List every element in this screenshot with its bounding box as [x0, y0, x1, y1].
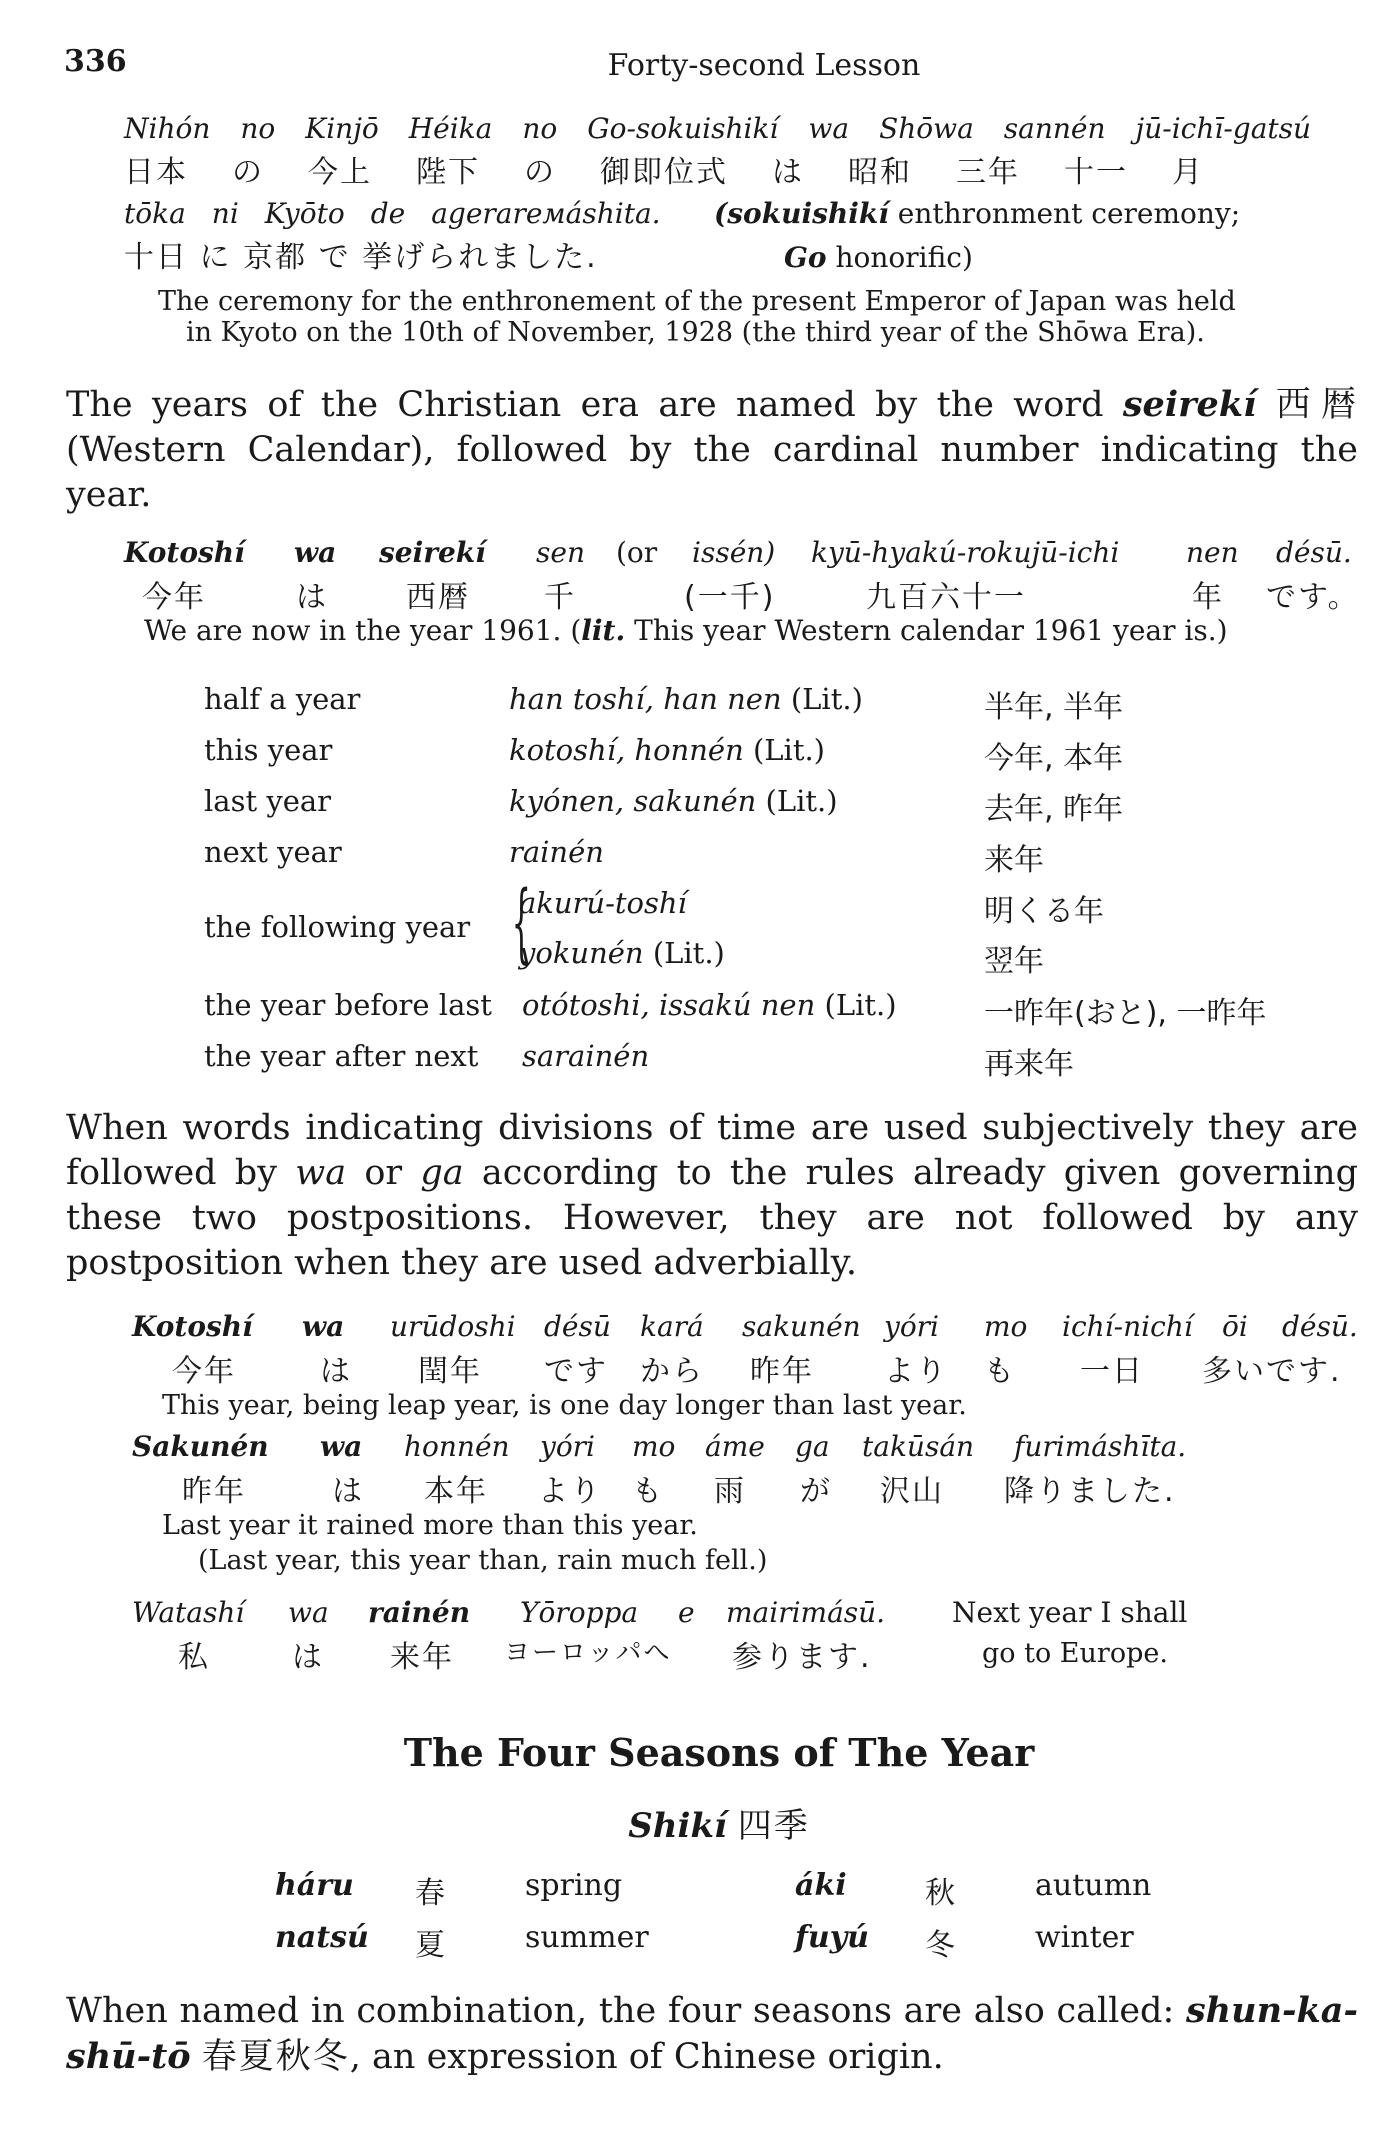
example-year-1961	[124, 536, 1358, 647]
romaji-term: natsú	[275, 1920, 369, 1955]
word: 多いです.	[1202, 1354, 1342, 1389]
romaji-term	[509, 682, 863, 716]
english-term: winter	[1035, 1920, 1134, 1955]
table-row	[204, 988, 1354, 1039]
word: 三年	[956, 155, 1020, 190]
word: mairimásū.	[726, 1596, 886, 1629]
word: nen	[1186, 536, 1239, 569]
word: yóri	[884, 1310, 940, 1343]
romaji-term	[522, 988, 897, 1022]
japanese-term: 西暦	[1275, 385, 1358, 425]
text: (Lit.)	[743, 733, 826, 767]
word: は	[292, 1640, 324, 1675]
japanese-term: 春	[415, 1876, 445, 1911]
english-term: autumn	[1035, 1868, 1152, 1903]
word: tōka	[124, 197, 186, 230]
word: ga	[795, 1430, 830, 1463]
romaji-line	[124, 112, 1358, 145]
year-vocabulary-table	[204, 682, 1354, 1090]
word: 月	[1172, 155, 1204, 190]
english-term: summer	[525, 1920, 649, 1955]
word: ichí-nichí	[1062, 1310, 1193, 1343]
word: mo	[984, 1310, 1028, 1343]
english-term: the following year	[204, 910, 471, 944]
word: の	[232, 155, 264, 190]
japanese-text: 十日 に 京都 で 挙げられました.	[124, 240, 598, 275]
term: wa	[295, 1153, 347, 1193]
word: ōi	[1222, 1310, 1248, 1343]
japanese-term: 春夏秋冬	[201, 2037, 350, 2077]
romaji-term	[509, 784, 838, 818]
word: 雨	[714, 1474, 746, 1509]
word: furimáshīta.	[1014, 1430, 1187, 1463]
japanese-term: 冬	[925, 1928, 955, 1963]
word: 今上	[308, 155, 372, 190]
table-row	[275, 1868, 1175, 1920]
word: wa	[288, 1596, 329, 1629]
paragraph-combination	[66, 1988, 1358, 2080]
word: 私	[178, 1640, 210, 1675]
text: yokunén	[519, 936, 644, 970]
translation: The ceremony for the enthronement of the present Emperor of Japan was held	[158, 286, 1236, 317]
word: Yōroppa	[520, 1596, 639, 1629]
word: 本年	[424, 1474, 488, 1509]
word: が	[800, 1474, 832, 1509]
translation: go to Europe.	[982, 1638, 1168, 1669]
paragraph-years	[66, 382, 1358, 518]
word: 昨年	[182, 1474, 246, 1509]
word: 来年	[390, 1640, 454, 1675]
word: Watashí	[132, 1596, 245, 1629]
seasons-table	[275, 1868, 1175, 1972]
text: This year Western calendar 1961 year is.)	[625, 614, 1228, 647]
word: Kyōto	[264, 197, 345, 230]
word: も	[632, 1474, 664, 1509]
text: When named in combination, the four seasons are also called:	[66, 1991, 1186, 2031]
word: より	[884, 1354, 948, 1389]
japanese-line-2	[124, 232, 1358, 276]
word: の	[524, 155, 556, 190]
example-enthronement	[124, 112, 1358, 348]
word: 千	[544, 580, 576, 615]
example-europe	[132, 1596, 1358, 1676]
word: Héika	[408, 112, 493, 145]
text: kotoshí, honnén	[509, 733, 744, 767]
word: Kinjō	[305, 112, 379, 145]
text: rainén	[509, 835, 604, 869]
word: Sakunén	[132, 1430, 269, 1463]
english-term: this year	[204, 733, 333, 767]
table-row	[275, 1920, 1175, 1972]
word: 参ります.	[732, 1640, 872, 1675]
translation: Next year I shall	[952, 1596, 1188, 1629]
translation: Last year it rained more than this year.	[162, 1510, 698, 1541]
japanese-term: 明くる年	[984, 894, 1104, 929]
text: , an expression of Chinese origin.	[349, 2037, 944, 2077]
text: When words indicating divisions of time are used subjectively they are followed by	[66, 1108, 1358, 1193]
text: according to the rules already given governing these two postpositions. However, they are not followed by any postposition when they are used adverbially.	[66, 1153, 1358, 1283]
word: sakunén	[742, 1310, 861, 1343]
word: no	[240, 112, 276, 145]
gloss-term: Go	[784, 241, 827, 274]
japanese-line	[124, 147, 1358, 191]
english-term: next year	[204, 835, 342, 869]
text: We are now in the year 1961. (	[144, 614, 582, 647]
word: urūdoshi	[390, 1310, 516, 1343]
gloss-text: honorific)	[826, 241, 973, 274]
word: Kotoshí	[132, 1310, 253, 1343]
word: 年	[1192, 580, 1224, 615]
japanese-term: 半年, 半年	[984, 690, 1124, 725]
word: 一日	[1080, 1354, 1144, 1389]
table-row	[204, 733, 1354, 784]
word: 昭和	[848, 155, 912, 190]
term: ga	[420, 1153, 464, 1193]
word: です。	[1266, 580, 1360, 615]
text: (Lit.)	[781, 682, 863, 716]
gloss-note-2	[784, 241, 973, 274]
word: ni	[211, 197, 239, 230]
romaji-term: fuyú	[795, 1920, 869, 1955]
word: 昨年	[750, 1354, 814, 1389]
word: e	[678, 1596, 695, 1629]
word: 御即位式	[600, 155, 728, 190]
text: (Lit.)	[756, 784, 838, 818]
gloss-note	[714, 197, 1240, 230]
romaji-term	[519, 936, 725, 970]
romaji-line	[124, 536, 1358, 572]
translation	[144, 614, 1358, 647]
english-term: the year after next	[204, 1039, 479, 1073]
romaji-term	[519, 886, 687, 920]
example-rain	[132, 1430, 1358, 1576]
word: (or	[616, 536, 658, 569]
romaji-line-2	[124, 197, 1358, 230]
word: 西暦	[406, 580, 470, 615]
word: 閏年	[418, 1354, 482, 1389]
word: kyū-hyakú-rokujū-ichi	[811, 536, 1120, 569]
translation: This year, being leap year, is one day longer than last year.	[162, 1390, 967, 1421]
word: は	[320, 1354, 352, 1389]
word: jū-ichī-gatsú	[1135, 112, 1312, 145]
table-row	[204, 682, 1354, 733]
page-number: 336	[64, 44, 127, 79]
word: wa	[302, 1310, 345, 1343]
romaji-line	[132, 1430, 1358, 1466]
japanese-line	[132, 1346, 1358, 1390]
japanese-term: 来年	[984, 843, 1044, 878]
word: de	[370, 197, 406, 230]
romaji-term: háru	[275, 1868, 354, 1903]
word: wa	[320, 1430, 363, 1463]
section-title: The Four Seasons of The Year	[403, 1730, 1035, 1775]
romaji-line	[132, 1596, 1358, 1632]
table-row	[204, 835, 1354, 886]
english-term: half a year	[204, 682, 361, 716]
english-term: last year	[204, 784, 332, 818]
word: も	[984, 1354, 1016, 1389]
english-term: the year before last	[204, 988, 492, 1022]
word: 沢山	[880, 1474, 944, 1509]
romaji-term: Shikí	[628, 1806, 727, 1846]
word: です	[544, 1354, 608, 1389]
word: wa	[808, 112, 850, 145]
word: 十一	[1064, 155, 1128, 190]
word: désū.	[1282, 1310, 1358, 1343]
word: honnén	[404, 1430, 510, 1463]
section-subtitle	[0, 1798, 1398, 1847]
word: 今年	[142, 580, 206, 615]
japanese-term: 秋	[925, 1876, 955, 1911]
text: han toshí, han nen	[509, 682, 782, 716]
text: (Lit.)	[643, 936, 725, 970]
gloss-term: (sokuishikí	[714, 197, 889, 230]
word: Go-sokuishikí	[587, 112, 779, 145]
translation: in Kyoto on the 10th of November, 1928 (the third year of the Shōwa Era).	[186, 317, 1205, 348]
word: 今年	[172, 1354, 236, 1389]
text: otótoshi, issakú nen	[522, 988, 816, 1022]
word: 降りました.	[1004, 1474, 1176, 1509]
word: 九百六十一	[866, 580, 1026, 615]
word: issén)	[692, 536, 776, 569]
word: Nihón	[124, 112, 211, 145]
text: (Western Calendar), followed by the cardinal number indicating the year.	[66, 430, 1358, 515]
word: は	[772, 155, 804, 190]
romaji-term	[522, 1039, 649, 1073]
text: (Lit.)	[815, 988, 897, 1022]
word: から	[640, 1354, 704, 1389]
english-term: spring	[525, 1868, 623, 1903]
word: sannén	[1003, 112, 1106, 145]
word: agerareмáshita.	[431, 197, 661, 230]
running-head: Forty-second Lesson	[607, 48, 921, 83]
romaji-term: áki	[795, 1868, 847, 1903]
word: 日本	[124, 155, 188, 190]
translation-literal: (Last year, this year than, rain much fell.)	[198, 1545, 768, 1576]
text: akurú-toshí	[519, 886, 687, 920]
word: Shōwa	[879, 112, 974, 145]
text: kyónen, sakunén	[509, 784, 757, 818]
word: áme	[705, 1430, 765, 1463]
word: より	[538, 1474, 602, 1509]
word: (一千)	[684, 580, 776, 615]
brace-icon: {	[511, 873, 531, 973]
text: The years of the Christian era are named by the word	[66, 385, 1123, 425]
table-row	[204, 1039, 1354, 1090]
gloss-text: enthronment ceremony;	[888, 197, 1241, 230]
romaji-term	[509, 835, 604, 869]
word: sen	[536, 536, 585, 569]
term: shun-ka-shū-tō	[66, 1990, 1358, 2077]
term: seirekí	[1122, 384, 1257, 425]
japanese-line	[124, 572, 1358, 614]
japanese-term: 四季	[737, 1806, 810, 1846]
japanese-term: 翌年	[984, 944, 1044, 979]
word: seirekí	[379, 536, 486, 569]
lit-marker: lit.	[581, 614, 626, 647]
word: Kotoshí	[124, 536, 245, 569]
word: ヨーロッパへ	[504, 1638, 672, 1668]
paragraph-postpositions	[66, 1106, 1358, 1286]
word: takūsán	[862, 1430, 975, 1463]
text: sarainén	[522, 1039, 650, 1073]
japanese-term: 再来年	[984, 1047, 1074, 1082]
text: or	[346, 1153, 421, 1193]
word: no	[522, 112, 558, 145]
table-row	[204, 784, 1354, 835]
word: wa	[294, 536, 337, 569]
word: は	[296, 580, 328, 615]
japanese-term: 一昨年(おと), 一昨年	[984, 996, 1267, 1031]
japanese-term: 今年, 本年	[984, 741, 1124, 776]
word: désū.	[1276, 536, 1352, 569]
word: は	[332, 1474, 364, 1509]
japanese-line	[132, 1466, 1358, 1510]
romaji-term	[509, 733, 825, 767]
romaji-line	[132, 1310, 1358, 1346]
example-leap-year	[132, 1310, 1358, 1421]
japanese-term: 去年, 昨年	[984, 792, 1124, 827]
word: mo	[632, 1430, 676, 1463]
word: kará	[640, 1310, 704, 1343]
word: yóri	[540, 1430, 596, 1463]
table-row-braced	[204, 873, 1354, 988]
japanese-line	[132, 1632, 1358, 1676]
word: désū	[544, 1310, 611, 1343]
word: rainén	[368, 1596, 471, 1629]
page-header	[64, 44, 1334, 84]
word: 陛下	[416, 155, 480, 190]
japanese-term: 夏	[415, 1928, 445, 1963]
